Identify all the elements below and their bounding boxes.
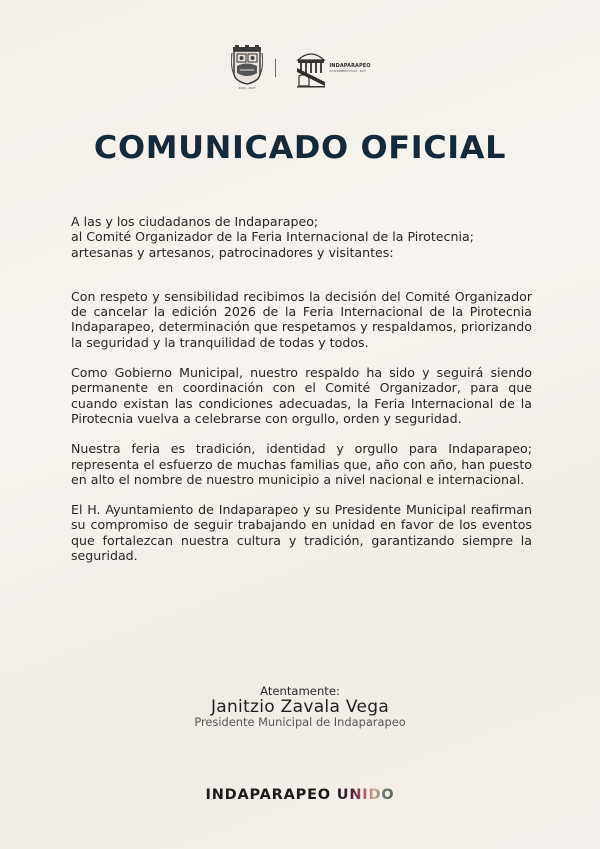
- building-icon: [296, 48, 326, 88]
- signature-block: [0, 685, 600, 729]
- page-title: COMUNICADO OFICIAL: [93, 130, 507, 166]
- header-logos: [0, 44, 600, 92]
- seal-years: 2024 - 2027: [238, 86, 256, 90]
- greeting-line: A las y los ciudadanos de Indaparapeo;: [71, 214, 319, 229]
- slogan-accent: UNIDO: [336, 787, 395, 803]
- footer-slogan: [0, 787, 600, 803]
- slogan-main: INDAPARAPEO: [205, 787, 331, 803]
- signature-closing: Atentamente:: [260, 684, 340, 698]
- greeting-line: al Comité Organizador de la Feria Internacional de la Pirotecnia;: [71, 229, 474, 245]
- paragraph-commitment: El H. Ayuntamiento de Indaparapeo y su Presidente Municipal reafirman su compromiso de seguir trabajando en unidad en favor de los eventos que fortalezcan nuestra cultura y tradición, garantizando siempre la seguridad.: [71, 502, 532, 564]
- signatory-role: Presidente Municipal de Indaparapeo: [194, 715, 406, 729]
- indaparapeo-logo: [296, 48, 370, 88]
- signatory-name: Janitzio Zavala Vega: [210, 697, 390, 717]
- paragraph-support: Como Gobierno Municipal, nuestro respaldo ha sido y seguirá siendo permanente en coordinación con el Comité Organizador, para que cuando existan las condiciones adecuadas, la Feria Internacional de la Pirotecnia vuelva a celebrarse con orgullo, orden y seguridad.: [71, 365, 532, 426]
- paragraph-cancellation: Con respeto y sensibilidad recibimos la decisión del Comité Organizador de cancelar la edición 2026 de la Feria Internacional de la Pirotecnia Indaparapeo, determinación que respetamos y respaldamos, priorizando la seguridad y la tranquilidad de todas y todos.: [71, 288, 532, 350]
- coat-of-arms-icon: [231, 45, 263, 91]
- coat-of-arms-logo: [231, 45, 263, 91]
- logo-divider: [275, 59, 276, 77]
- brand-subtitle: AYUNTAMIENTO 2024 - 2027: [329, 70, 367, 73]
- brand-name: INDAPARAPEO: [329, 63, 371, 69]
- paragraph-tradition: Nuestra feria es tradición, identidad y orgullo para Indaparapeo; representa el esfuerzo de muchas familias que, año con año, han puesto en alto el nombre de nuestro municipio a nivel nacional e internacional.: [71, 441, 532, 487]
- letter-body: [71, 214, 532, 563]
- greeting-line: artesanas y artesanos, patrocinadores y visitantes:: [71, 244, 394, 260]
- greeting: [71, 214, 532, 260]
